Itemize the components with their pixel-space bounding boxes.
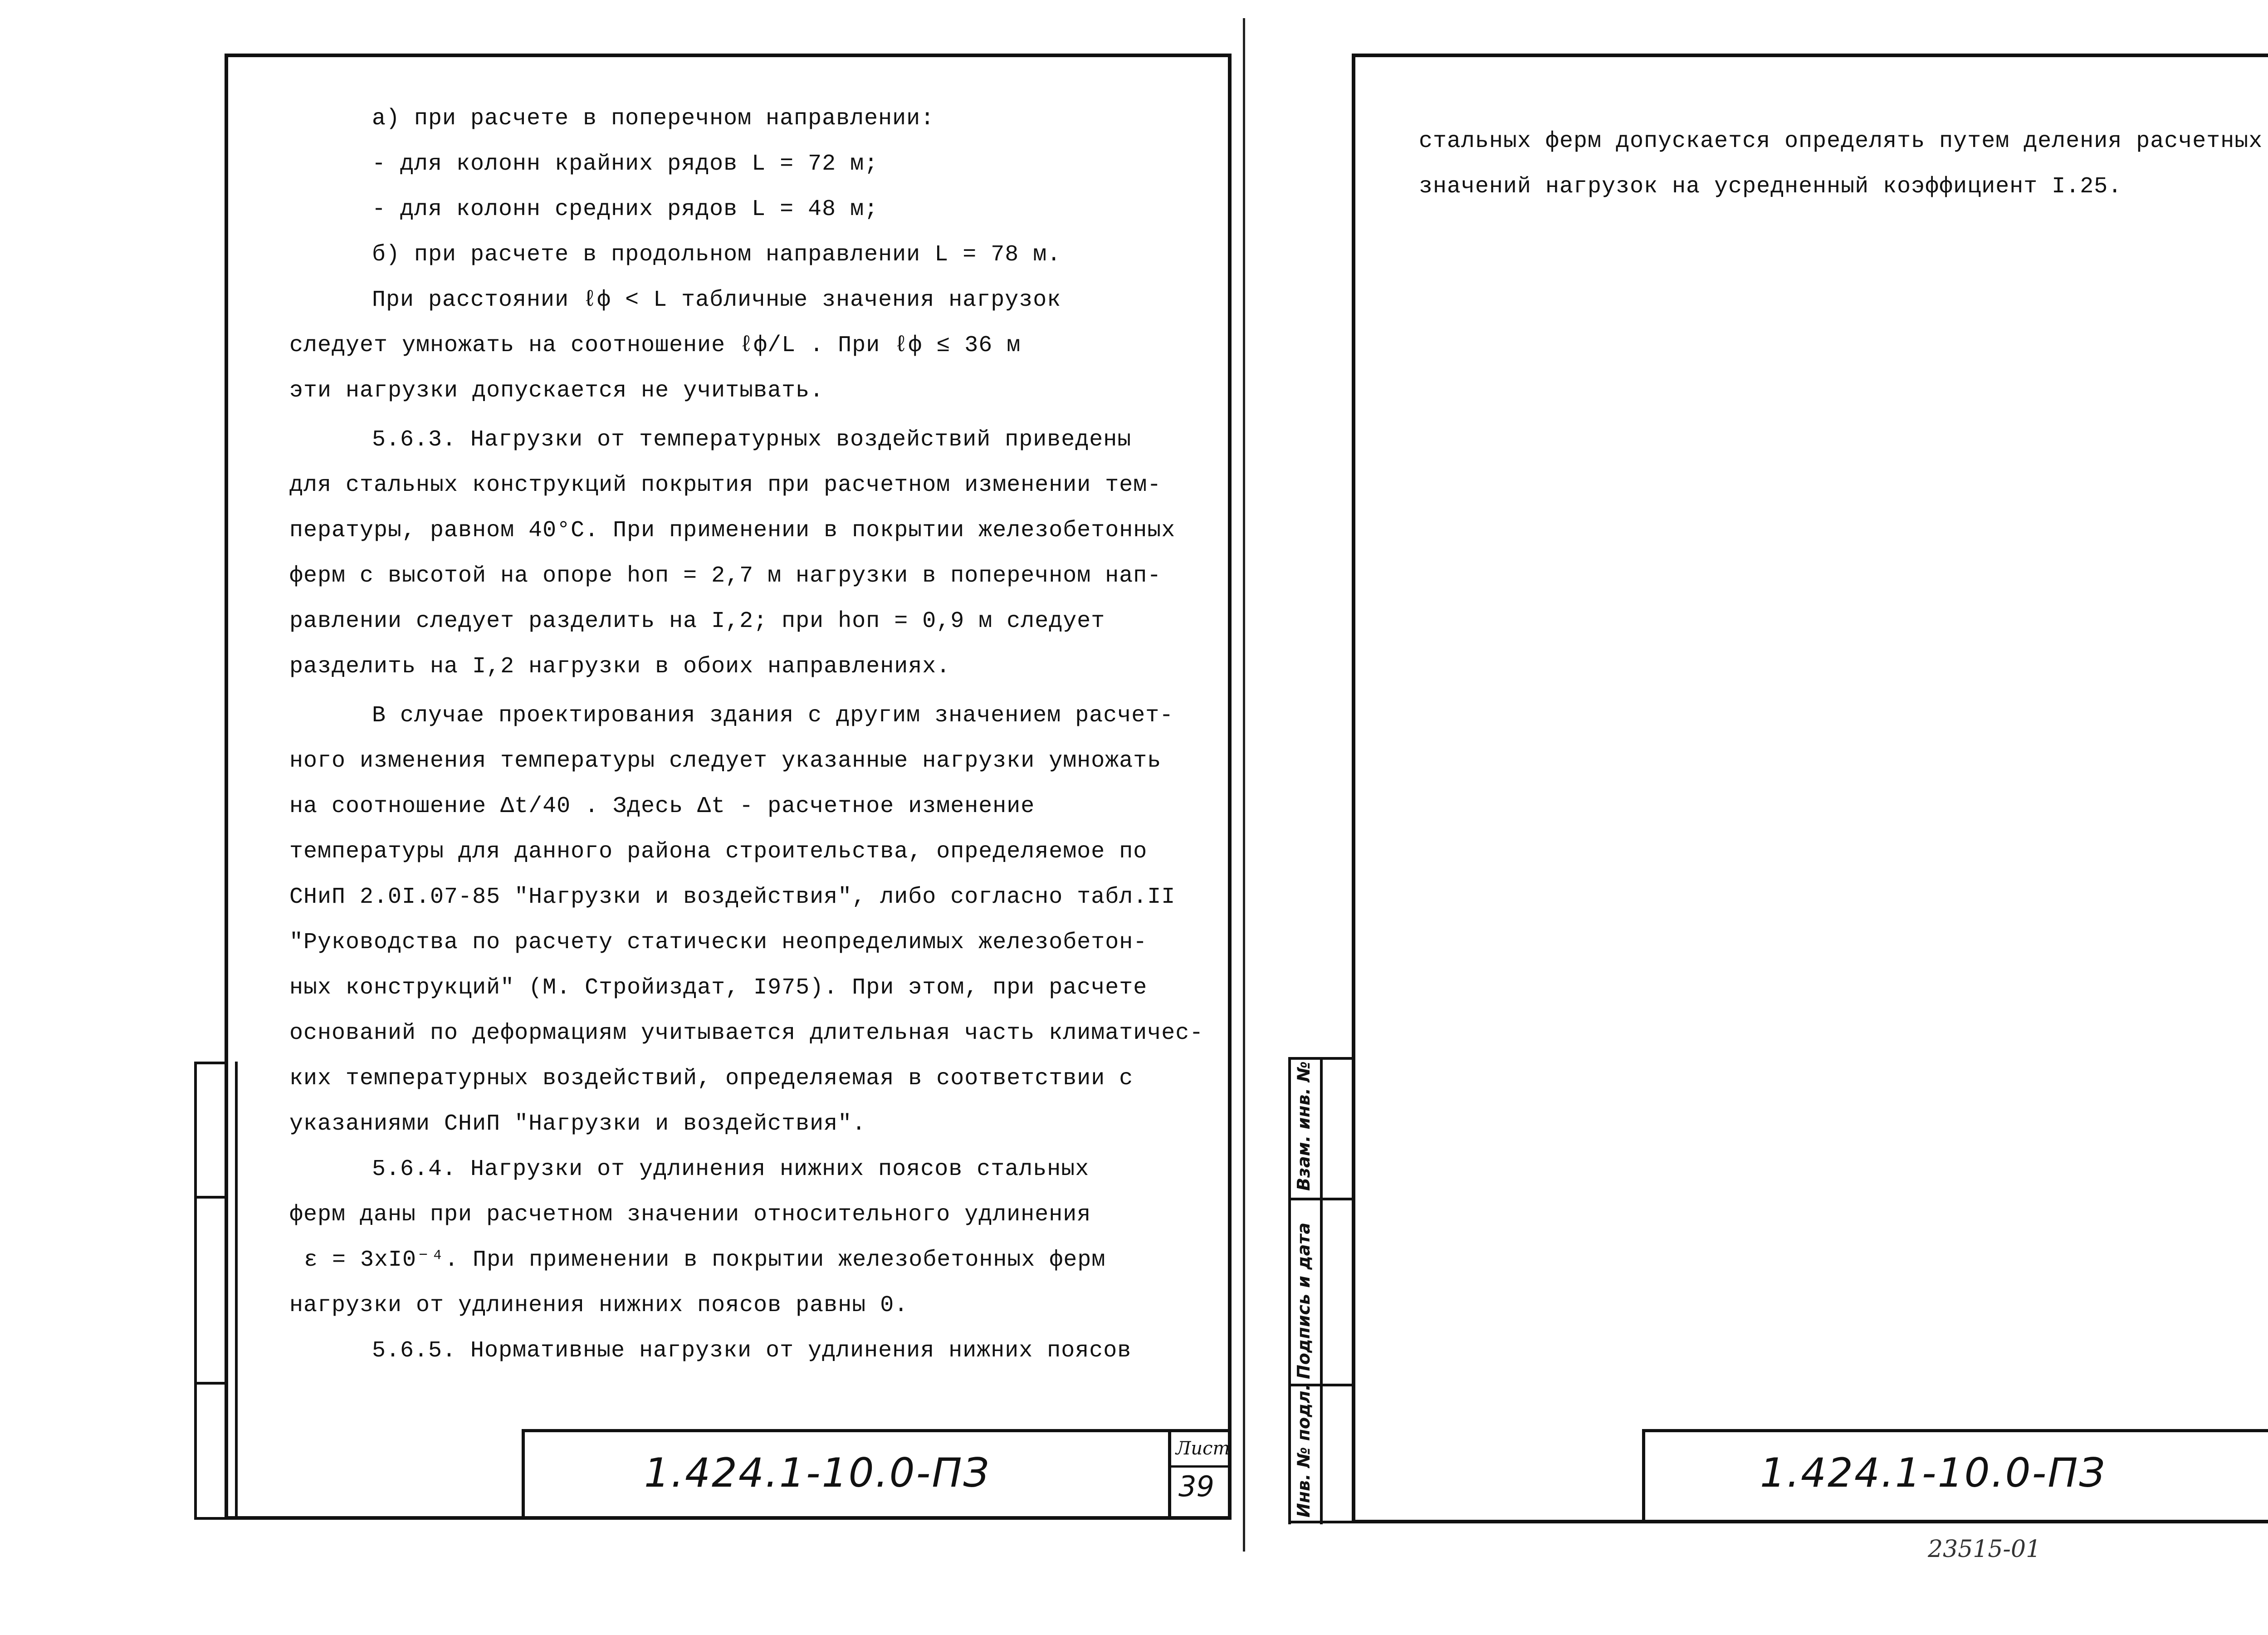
text-line: а) при расчете в поперечном направлении: [372, 106, 935, 132]
document-code: 1.424.1-10.0-ПЗ [1760, 1449, 2106, 1496]
text-line: б) при расчете в продольном направлении L = 78 м. [372, 242, 1061, 268]
title-block-border [1642, 1429, 1645, 1523]
text-line: - для колонн средних рядов L = 48 м; [372, 196, 879, 222]
side-stamp-line [1288, 1198, 1354, 1200]
side-stamp-label: Инв. № подл. [1294, 1384, 1314, 1518]
sheet-number: 39 [1178, 1470, 1214, 1503]
text-line: 5.6.3. Нагрузки от температурных воздействий приведены [372, 427, 1132, 453]
text-line: ферм с высотой на опоре hоп = 2,7 м нагрузки в поперечном нап- [289, 563, 1162, 589]
document-code: 1.424.1-10.0-ПЗ [644, 1449, 990, 1496]
page-fold-line [1243, 18, 1245, 1552]
text-line: ε = 3xI0⁻⁴. При применении в покрытии железобетонных ферм [304, 1247, 1106, 1273]
text-line: ких температурных воздействий, определяемая в соответствии с [289, 1066, 1134, 1092]
left-binding-tick [194, 1517, 226, 1520]
side-stamp-line [1288, 1057, 1291, 1524]
text-line: на соотношение Δt/40 . Здесь Δt - расчетное изменение [289, 793, 1035, 819]
text-line: для стальных конструкций покрытия при расчетном изменении тем- [289, 472, 1162, 498]
text-line: 5.6.5. Нормативные нагрузки от удлинения нижних поясов [372, 1338, 1132, 1364]
left-binding-tick [194, 1196, 226, 1199]
side-stamp-label: Взам. инв. № [1294, 1061, 1314, 1191]
text-line: равлении следует разделить на I,2; при hоп = 0,9 м следует [289, 608, 1105, 634]
text-line: нагрузки от удлинения нижних поясов равны 0. [289, 1292, 909, 1318]
side-stamp-line [1288, 1057, 1354, 1060]
left-binding-line [194, 1062, 197, 1520]
text-line: указаниями СНиП "Нагрузки и воздействия". [289, 1111, 866, 1137]
text-line: При расстоянии ℓф < L табличные значения нагрузок [372, 287, 1061, 313]
side-stamp-line [1288, 1521, 1354, 1523]
right-page-frame [1352, 54, 2268, 1523]
text-line: В случае проектирования здания с другим значением расчет- [372, 703, 1174, 729]
text-line: температуры для данного района строительства, определяемое по [289, 839, 1148, 865]
title-block-border [1168, 1465, 1232, 1468]
text-line: ного изменения температуры следует указанные нагрузки умножать [289, 748, 1162, 774]
text-line: разделить на I,2 нагрузки в обоих направлениях. [289, 654, 951, 680]
side-stamp-line [1320, 1057, 1323, 1524]
text-line: "Руководства по расчету статически неопределимых железобетон- [289, 930, 1148, 955]
text-line: - для колонн крайних рядов L = 72 м; [372, 151, 879, 177]
side-stamp-label: Подпись и дата [1294, 1222, 1314, 1379]
text-line: пературы, равном 40°С. При применении в покрытии железобетонных [289, 518, 1176, 543]
left-binding-tick [194, 1062, 226, 1064]
title-block-border [522, 1429, 1232, 1432]
sheet-label: Лист [1176, 1438, 1230, 1459]
left-binding-line [235, 1062, 238, 1520]
title-block-border [1168, 1429, 1171, 1520]
text-line: ных конструкций" (М. Стройиздат, I975). При этом, при расчете [289, 975, 1148, 1001]
text-line: значений нагрузок на усредненный коэффициент I.25. [1419, 174, 2122, 200]
title-block-border [1642, 1429, 2268, 1432]
bottom-note: 23515-01 [1928, 1536, 2041, 1563]
text-line: оснований по деформациям учитывается длительная часть климатичес- [289, 1020, 1204, 1046]
text-line: следует умножать на соотношение ℓф/L . При ℓф ≤ 36 м [289, 333, 1021, 358]
title-block-border [522, 1429, 525, 1520]
text-line: эти нагрузки допускается не учитывать. [289, 378, 824, 404]
text-line: ферм даны при расчетном значении относительного удлинения [289, 1202, 1091, 1228]
text-line: СНиП 2.0I.07-85 "Нагрузки и воздействия", либо согласно табл.II [289, 884, 1176, 910]
text-line: стальных ферм допускается определять путем деления расчетных [1419, 128, 2263, 154]
text-line: 5.6.4. Нагрузки от удлинения нижних поясов стальных [372, 1156, 1090, 1182]
left-binding-tick [194, 1382, 226, 1385]
